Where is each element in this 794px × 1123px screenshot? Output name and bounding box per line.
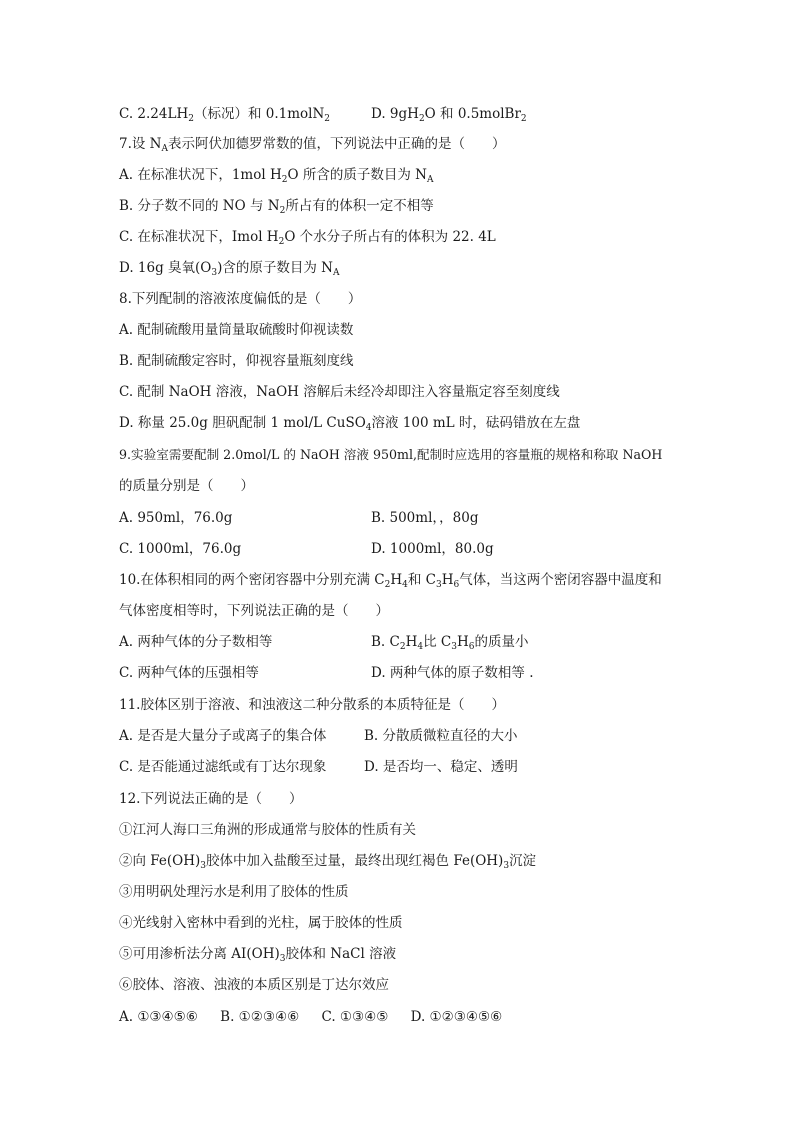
q11-option-b: B. 分散质微粒直径的大小 — [364, 728, 518, 744]
q10-option-a: A. 两种气体的分子数相等 — [119, 634, 273, 650]
q12-statement-4: ④光线射入密林中看到的光柱，属于胶体的性质 — [119, 915, 403, 931]
q12-option-d: D. ①②③④⑤⑥ — [410, 1009, 503, 1025]
q12-statement-3: ③用明矾处理污水是利用了胶体的性质 — [119, 884, 349, 900]
q11-option-c: C. 是否能通过滤纸或有丁达尔现象 — [119, 759, 327, 775]
q9-option-d: D. 1000ml，80.0g — [371, 541, 494, 557]
q10-option-c: C. 两种气体的压强相等 — [119, 665, 259, 681]
q12-statement-5: ⑤可用渗析法分离 $AI(OH)_3$胶体和 NaCl 溶液 — [119, 946, 397, 964]
q10-stem-line2: 气体密度相等时，下列说法正确的是（ ） — [119, 603, 389, 619]
q10-option-b: B. $C_2H_4$比 $C_3H_6$的质量小 — [371, 634, 529, 652]
q12-options — [119, 1007, 502, 1027]
q7-option-c: C. 在标准状况下，Imol $H_2O$ 个水分子所占有的体积为 22. 4L — [119, 229, 496, 247]
q11-option-a: A. 是否是大量分子或离子的集合体 — [119, 728, 327, 744]
q9-stem-line1: 9.实验室需要配制 2.0mol/L 的 NaOH 溶液 950ml,配制时应选用的容量瓶的规格和称取 NaOH — [119, 447, 663, 462]
q12-option-b: B. ①②③④⑥ — [220, 1009, 300, 1025]
q12-option-c: C. ①③④⑤ — [321, 1009, 389, 1025]
q10-option-d: D. 两种气体的原子数相等 . — [371, 665, 534, 681]
q10-stem-line1: 10.在体积相同的两个密闭容器中分别充满 $C_2H_4$和 $C_3H_6$气体，当这两个密闭容器中温度和 — [119, 572, 662, 590]
q12-statement-1: ①江河人海口三角洲的形成通常与胶体的性质有关 — [119, 822, 416, 838]
q11-option-d: D. 是否均一、稳定、透明 — [364, 759, 518, 775]
q12-statement-2: ②向 $Fe(OH)_3$胶体中加入盐酸至过量，最终出现红褐色 $Fe(OH)_3$沉淀 — [119, 853, 537, 871]
q7-option-b: B. 分子数不同的 NO 与 $N_2$所占有的体积一定不相等 — [119, 198, 434, 216]
q8-option-c: C. 配制 NaOH 溶液，NaOH 溶解后未经冷却即注入容量瓶定容至刻度线 — [119, 384, 560, 400]
q8-option-a: A. 配制硫酸用量筒量取硫酸时仰视读数 — [119, 322, 354, 338]
q7-option-d: D. 16g 臭氧$(O_3)$含的原子数目为 $N_A$ — [119, 260, 340, 278]
q8-option-b: B. 配制硫酸定容时，仰视容量瓶刻度线 — [119, 353, 354, 369]
q11-stem: 11.胶体区别于溶液、和浊液这二种分散系的本质特征是（ ） — [119, 697, 505, 713]
q9-option-b: B. 500ml，，80g — [371, 510, 479, 526]
q7-stem: 7.设 $N_A$表示阿伏加德罗常数的值，下列说法中正确的是（ ） — [119, 136, 506, 154]
prev-option-c: C. $2.24LH_2$（标况）和 0.1molN$_2$ — [119, 106, 331, 124]
prev-option-d: D. $9gH_2O$ 和 0.5molBr$_2$ — [371, 106, 527, 124]
q9-stem-line2: 的质量分别是（ ） — [119, 478, 254, 494]
q12-option-a: A. ①③④⑤⑥ — [119, 1009, 198, 1025]
q12-statement-6: ⑥胶体、溶液、浊液的本质区别是丁达尔效应 — [119, 977, 389, 993]
q8-option-d: D. 称量 25.0g 胆矾配制 1 mol/L CuSO$_4$溶液 100 mL 时，砝码错放在左盘 — [119, 415, 581, 433]
q8-stem: 8.下列配制的溶液浓度偏低的是（ ） — [119, 291, 362, 307]
q9-option-a: A. 950ml，76.0g — [119, 510, 233, 526]
q7-option-a: A. 在标准状况下，1mol $H_2O$ 所含的质子数目为 $N_A$ — [119, 167, 434, 185]
q12-stem: 12.下列说法正确的是（ ） — [119, 791, 303, 807]
q9-option-c: C. 1000ml，76.0g — [119, 541, 242, 557]
